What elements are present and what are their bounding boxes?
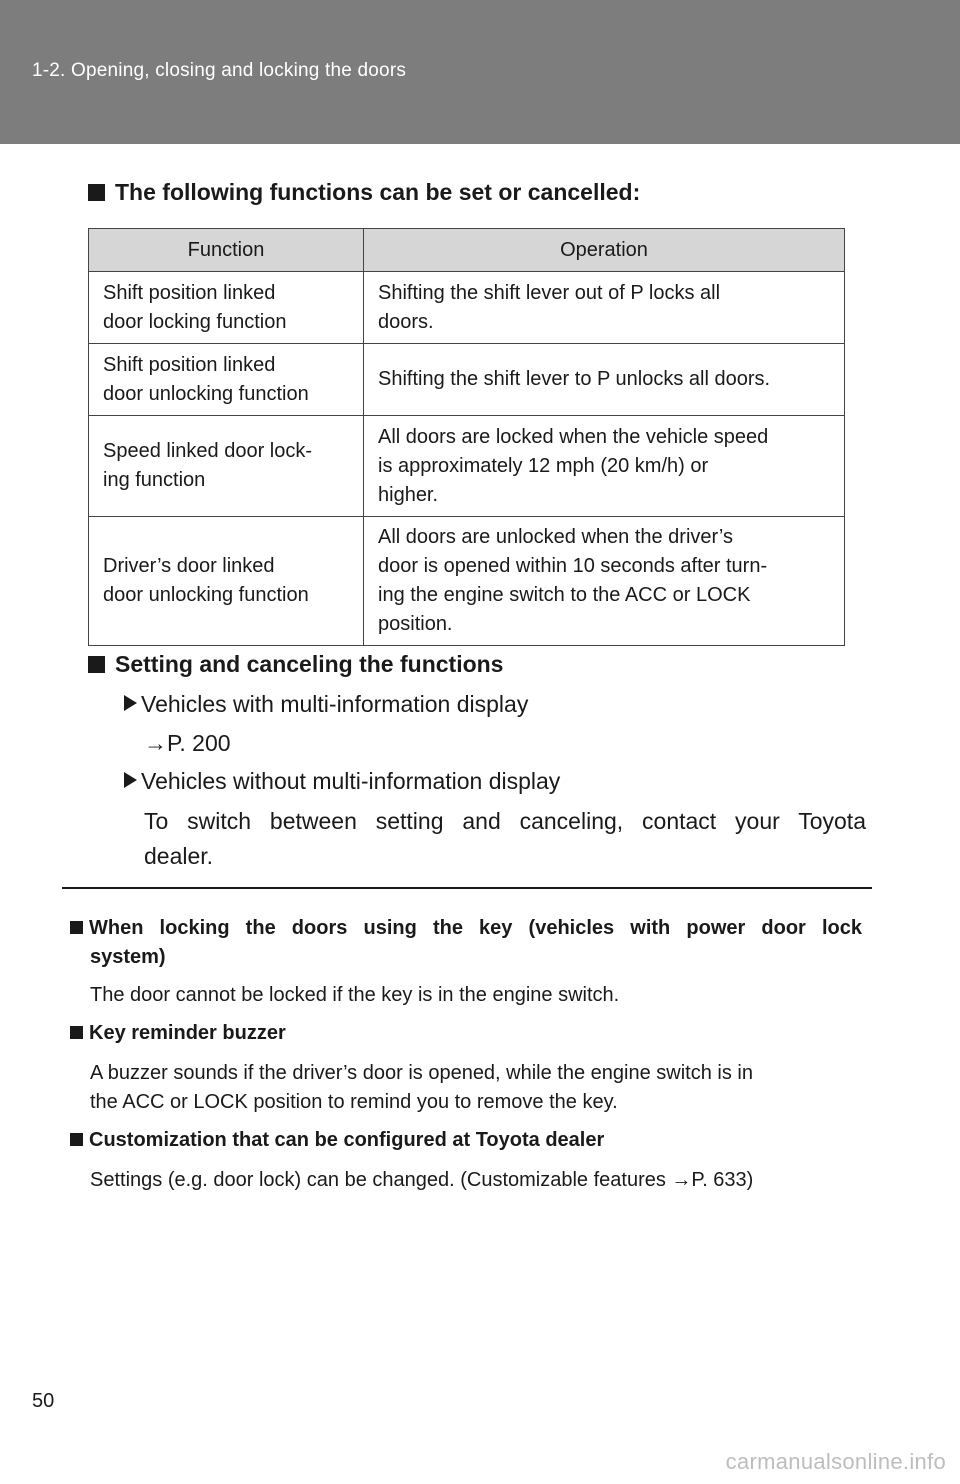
section-heading-functions: [88, 179, 640, 206]
table-row: [89, 344, 845, 416]
note-text: the ACC or LOCK position to remind you to remove the key.: [90, 1091, 618, 1113]
table-row: [89, 416, 845, 517]
table-row: [89, 517, 845, 646]
section-heading-text: Setting and canceling the functions: [115, 651, 504, 677]
list-item-without-display: Vehicles without multi-information display: [124, 766, 560, 796]
page-reference-link[interactable]: →P. 200: [144, 730, 231, 756]
operation-cell: All doors are locked when the vehicle speed is approximately 12 mph (20 km/h) or higher.: [364, 416, 845, 517]
section-heading-text: The following functions can be set or cancelled:: [115, 179, 641, 205]
note-heading: Key reminder buzzer: [70, 1019, 286, 1048]
body-text: dealer.: [144, 843, 214, 869]
function-cell: Driver’s door linked door unlocking function: [89, 517, 364, 646]
square-bullet-icon: [70, 921, 83, 934]
note-heading: Customization that can be configured at Toyota dealer: [70, 1126, 604, 1155]
operation-cell: Shifting the shift lever out of P locks all doors.: [364, 272, 845, 344]
functions-table: [88, 228, 845, 646]
note-text: Settings (e.g. door lock) can be changed. (Customizable features →P. 633): [90, 1169, 754, 1191]
watermark: carmanualsonline.info: [725, 1449, 946, 1474]
triangle-bullet-icon: [124, 772, 137, 788]
square-bullet-icon: [70, 1026, 83, 1039]
note-heading: When locking the doors using the key (vehicles with power door lock: [70, 914, 862, 943]
function-cell: Speed linked door lock- ing function: [89, 416, 364, 517]
triangle-bullet-icon: [124, 695, 137, 711]
table-row: [89, 272, 845, 344]
operation-cell: All doors are unlocked when the driver’s door is opened within 10 seconds after turn- ing the engine switch to the ACC or LOCK position.: [364, 517, 845, 646]
square-bullet-icon: [88, 656, 105, 673]
section-heading-setting: [88, 651, 503, 678]
page-number: 50: [32, 1390, 55, 1412]
body-text: To switch between setting and canceling, contact your Toyota: [144, 808, 866, 834]
function-cell: Shift position linked door locking function: [89, 272, 364, 344]
note-text: A buzzer sounds if the driver’s door is opened, while the engine switch is in: [90, 1062, 753, 1084]
page-header: [0, 0, 960, 144]
function-cell: Shift position linked door unlocking function: [89, 344, 364, 416]
column-header-operation: Operation: [364, 229, 845, 272]
column-header-function: Function: [89, 229, 364, 272]
list-item-with-display: Vehicles with multi-information display: [124, 689, 528, 719]
table-header-row: [89, 229, 845, 272]
divider: [62, 887, 872, 889]
note-text: The door cannot be locked if the key is in the engine switch.: [90, 984, 620, 1006]
square-bullet-icon: [88, 184, 105, 201]
square-bullet-icon: [70, 1133, 83, 1146]
note-heading: system): [90, 946, 166, 968]
header-title: 1-2. Opening, closing and locking the doors: [32, 60, 407, 81]
operation-cell: Shifting the shift lever to P unlocks all doors.: [364, 344, 845, 416]
